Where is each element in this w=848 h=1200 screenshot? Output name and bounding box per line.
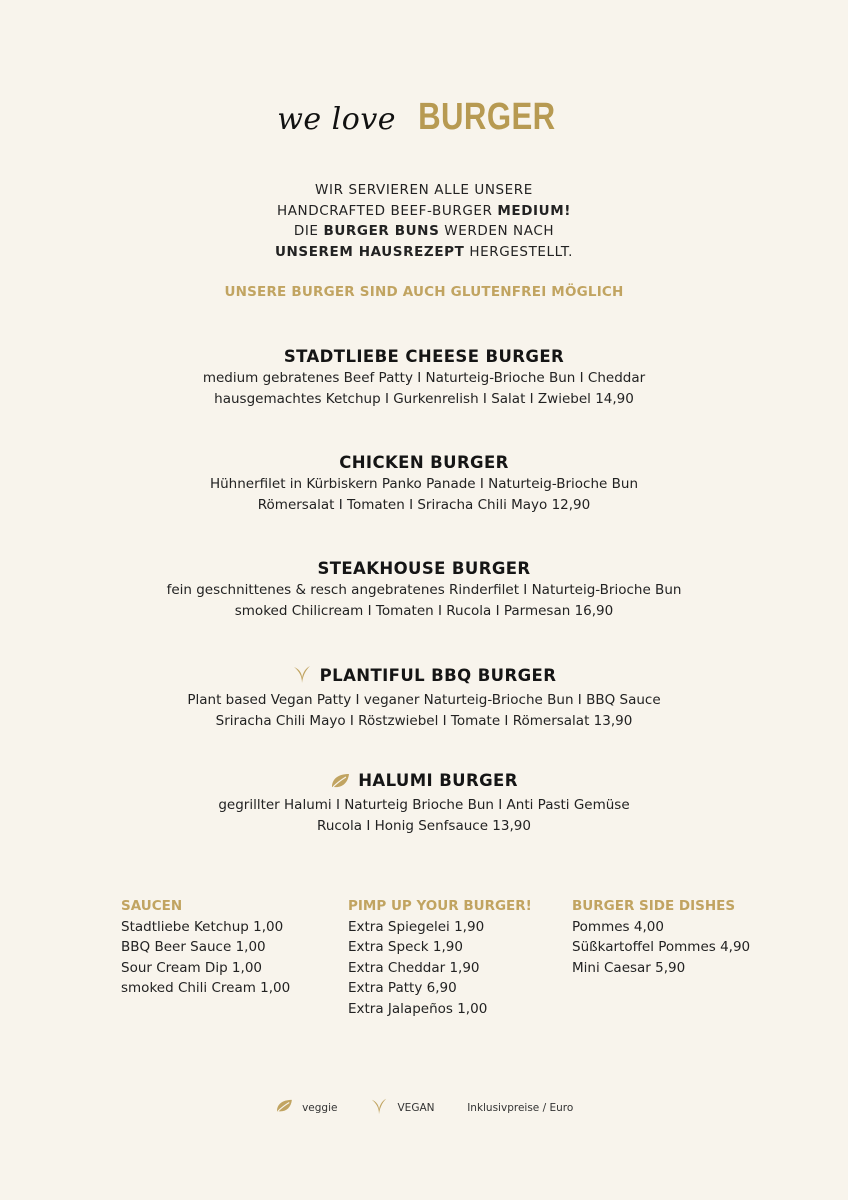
gluten-free-note: UNSERE BURGER SIND AUCH GLUTENFREI MÖGLICH xyxy=(224,284,624,300)
legend-prices-note: Inklusivpreise / Euro xyxy=(467,1101,574,1114)
intro-burger-buns: BURGER BUNS xyxy=(323,223,440,239)
burger-desc-line-1: Hühnerfilet in Kürbiskern Panko Panade I Naturteig-Brioche Bun xyxy=(209,476,639,492)
list-item: Extra Speck 1,90 xyxy=(348,939,463,955)
burger-desc-line-1: medium gebratenes Beef Patty I Naturteig-Brioche Bun I Cheddar xyxy=(202,370,646,386)
list-item: Extra Spiegelei 1,90 xyxy=(348,918,485,935)
intro-line-4-text: HERGESTELLT. xyxy=(464,243,574,260)
vegan-sprout-icon xyxy=(370,1096,388,1119)
legend xyxy=(0,1096,848,1119)
burger-name: STADTLIEBE CHEESE BURGER xyxy=(283,347,565,366)
title-script: we love xyxy=(277,102,397,137)
intro-text xyxy=(0,180,848,262)
pimp-column xyxy=(348,896,532,1019)
intro-line-3 xyxy=(0,221,848,242)
list-item: Süßkartoffel Pommes 4,90 xyxy=(572,939,751,955)
burger-name: HALUMI BURGER xyxy=(358,771,518,790)
veggie-leaf-icon xyxy=(330,773,350,795)
list-item: Stadtliebe Ketchup 1,00 xyxy=(121,918,284,935)
burger-name: PLANTIFUL BBQ BURGER xyxy=(319,666,557,685)
intro-line-1: WIR SERVIEREN ALLE UNSERE xyxy=(315,182,533,198)
legend-veggie-label: veggie xyxy=(302,1101,338,1114)
burger-desc-line-2: Sriracha Chili Mayo I Röstzwiebel I Tomate I Römersalat 13,90 xyxy=(215,712,633,729)
burger-desc-line-1: gegrillter Halumi I Naturteig Brioche Bun I Anti Pasti Gemüse xyxy=(218,797,630,813)
title-burger: BURGER xyxy=(418,96,556,138)
burger-desc-line-2: smoked Chilicream I Tomaten I Rucola I Parmesan 16,90 xyxy=(234,602,614,619)
saucen-column xyxy=(121,896,290,999)
burger-desc-line-2: hausgemachtes Ketchup I Gurkenrelish I Salat I Zwiebel 14,90 xyxy=(214,390,634,407)
burger-name: STEAKHOUSE BURGER xyxy=(317,559,531,578)
burger-item xyxy=(0,770,848,836)
list-item: Extra Patty 6,90 xyxy=(348,980,457,996)
burger-desc-line-1: fein geschnittenes & resch angebratenes Rinderfilet I Naturteig-Brioche Bun xyxy=(166,582,682,598)
burger-name: CHICKEN BURGER xyxy=(339,453,509,472)
intro-line-2 xyxy=(0,201,848,222)
burger-item xyxy=(0,558,848,621)
list-item: Extra Jalapeños 1,00 xyxy=(348,1000,488,1017)
burger-name-row xyxy=(0,770,848,795)
burger-desc-line-2: Römersalat I Tomaten I Sriracha Chili Mayo 12,90 xyxy=(257,496,591,513)
burger-item xyxy=(0,452,848,515)
vegan-sprout-icon xyxy=(292,664,312,690)
sides-heading: BURGER SIDE DISHES xyxy=(572,898,736,914)
burger-item xyxy=(0,346,848,409)
veggie-leaf-icon xyxy=(275,1099,293,1116)
burger-desc-line-2: Rucola I Honig Senfsauce 13,90 xyxy=(317,817,531,834)
burger-desc-line-1: Plant based Vegan Patty I veganer Naturteig-Brioche Bun I BBQ Sauce xyxy=(187,692,661,708)
list-item: Sour Cream Dip 1,00 xyxy=(121,959,262,976)
pimp-heading: PIMP UP YOUR BURGER! xyxy=(348,898,532,914)
list-item: BBQ Beer Sauce 1,00 xyxy=(121,939,266,955)
intro-line-4 xyxy=(0,242,848,263)
intro-line-2-text: HANDCRAFTED BEEF-BURGER xyxy=(276,202,498,219)
intro-hausrezept: UNSEREM HAUSREZEPT xyxy=(274,243,465,260)
saucen-heading: SAUCEN xyxy=(121,898,183,914)
list-item: smoked Chili Cream 1,00 xyxy=(121,980,291,996)
legend-vegan-label: VEGAN xyxy=(397,1101,435,1114)
intro-medium: MEDIUM! xyxy=(497,202,572,219)
burger-name-row xyxy=(0,664,848,690)
menu-title xyxy=(0,96,848,139)
burger-item xyxy=(0,664,848,731)
intro-line-3-text-c: WERDEN NACH xyxy=(439,223,555,239)
list-item: Mini Caesar 5,90 xyxy=(572,959,686,976)
list-item: Pommes 4,00 xyxy=(572,918,664,935)
sides-column xyxy=(572,896,750,978)
intro-line-3-text-a: DIE xyxy=(293,223,324,239)
list-item: Extra Cheddar 1,90 xyxy=(348,959,480,976)
